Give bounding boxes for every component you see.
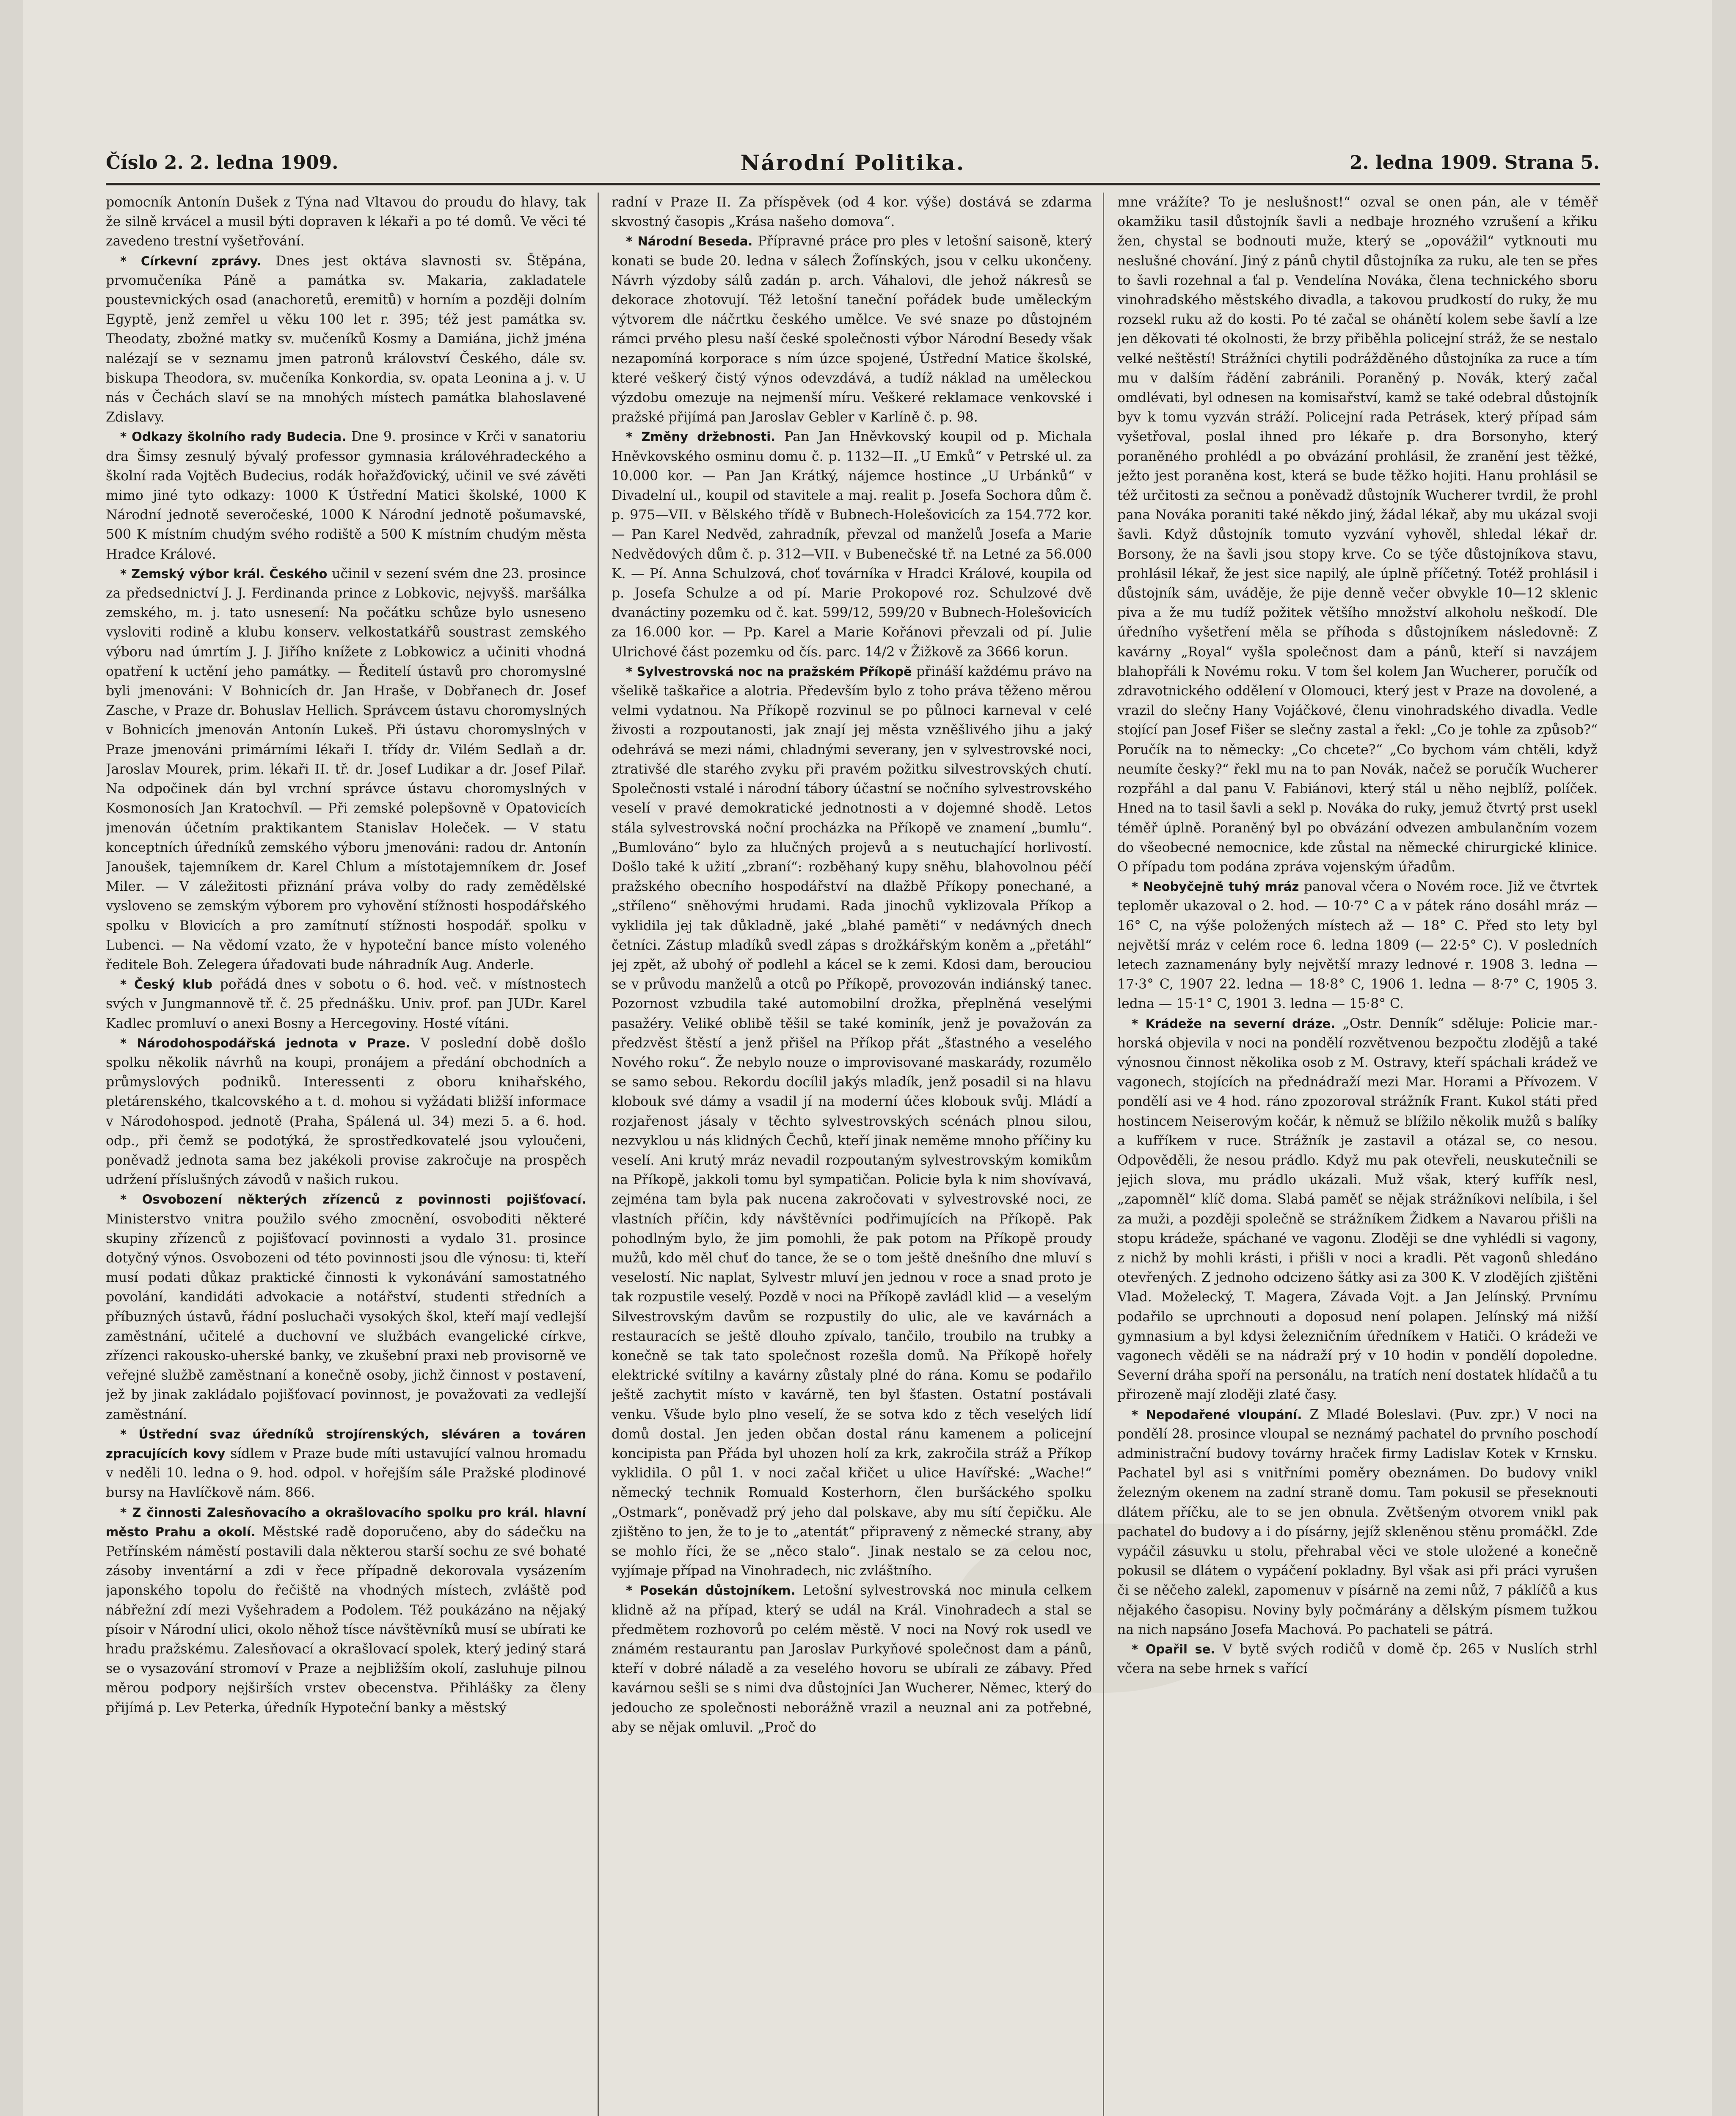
article-text: Dnes jest oktáva slavnosti sv. Štěpána, prvomučeníka Páně a památka sv. Makaria, zakladatele poustevnických osad (anachoretů, eremitů) v horním a později dolním Egyptě, jenž zemřel u věku 100 let r. 395; též jest památka sv. Theodaty, zbožné matky sv. mučeníků Kosmy a Damiána, jichž jména nalézají se v seznamu jmen patronů království Českého, dále sv. biskupa Theodora, sv. mučeníka Konkordia, sv. opata Leonina a j. v. U nás v Čechách slaví se na mnohých místech památka blahoslavené Zdislavy. — [106, 253, 586, 425]
article-text: Přípravné práce pro ples v letošní saisoně, který konati se bude 20. ledna v sálech Žofínských, jsou v celku ukončeny. Návrh výzdoby sálů zadán p. arch. Váhalovi, dle jehož nákresů se dekorace zhotovují. Též letošní taneční pořádek bude uměleckým výtvorem dle náčrtku českého umělce. Ve své snaze po důstojném rámci prvého plesu naší české společnosti výbor Národní Besedy však nezapomíná korporace s ním úzce spojené, Ústřední Matice školské, které veškerý čistý výnos odevzdává, a tudíž náklad na uměleckou výzdobu omezuje na nejmenší míru. Veškeré reklamace venkovské i pražské přijímá pan Jaroslav Gebler v Karlíně č. p. 98. — [612, 234, 1092, 425]
article-paragraph — [1117, 193, 1598, 877]
article-paragraph — [106, 1033, 586, 1190]
article-paragraph — [106, 564, 586, 975]
issue-number: Číslo 2. 2. ledna 1909. — [106, 152, 339, 174]
article-text: Dne 9. prosince v Krči v sanatoriu dra Šimsy zesnulý bývalý professor gymnasia královéhradeckého a školní rada Vojtěch Budecius, rodák hořažďovický, učinil ve své závěti mimo jiné tyto odkazy: 1000 K Ústřední Matici školské, 1000 K Národní jednotě severočeské, 1000 K Národní jednotě pošumavské, 500 K místním chudým svého rodiště a 500 K místním chudým města Hradce Králové. — [106, 429, 586, 562]
article-paragraph — [612, 427, 1092, 661]
article-paragraph — [1117, 1405, 1598, 1639]
article-paragraph — [612, 662, 1092, 1581]
article-text: V poslední době došlo spolku několik návrhů na koupi, pronájem a předání obchodních a průmyslových podniků. Interessenti z oboru knihařského, pletárenského, tkalcovského a t. d. mohou si vyžádati bližší informace v Národohospod. jednotě (Praha, Spálená ul. 34) mezi 5. a 6. hod. odp., při čemž se podotýká, že sprostředkovatelé jsou vyloučeni, poněvadž jednota sama bez jakékoli provise zakročuje na prospěch udržení příslušných závodů v našich rukou. — [106, 1035, 586, 1188]
article-text: mne vrážíte? To je neslušnost!“ ozval se onen pán, ale v téměř okamžiku tasil důstojník šavli a nedbaje hrozného vzrušení a křiku žen, chystal se bodnouti muže, který se „opovážil“ vytknouti mu neslušné chování. Jiný z pánů chytil důstojníka za ruku, ale ten se přes to šavli rozehnal a ťal p. Vendelína Nováka, člena technického sboru vinohradského městského divadla, a takovou prudkostí do ruky, že mu rozsekl ruku až do kosti. Po té začal se ohánětí kolem sebe šavlí a lze jen děkovati té okolnosti, že brzy přiběhla policejní stráž, že se nestalo velké neštěstí! Strážníci chytili podrážděného důstojníka za ruce a tím mu v dalším řádění zabránili. Poraněný p. Novák, který začal omdlévati, byl odnesen na komisařství, kamž se také odebral důstojník byv k tomu vyzván stráží. Policejní rada Petrásek, který případ sám vyšetřoval, poslal ihned pro lékaře p. dra Borsonyho, který poraněného prohlédl a po obvázání prohlásil, že zranění jest těžké, ježto jest poraněna kost, která se bude těžko hojiti. Hanu prohlásil se též určitosti za sečnou a poněvadž důstojník Wucherer tvrdil, že prohl pana Nováka poraniti také někdo jiný, žádal lékař, aby mu ukázal svoji šavli. Když důstojník tomuto vyzvání vyhověl, shledal lékař dr. Borsony, že na šavli jsou stopy krve. Co se týče důstojníkova stavu, prohlásil lékař, že jest sice napilý, ale úplně příčetný. Totéž prohlásil i důstojník sám, uváděje, že pije denně večer obvykle 10—12 sklenic piva a že mu tudíž požitek většího množství alkoholu neškodí. Dle úředního vyšetření měla se příhoda s důstojníkem následovně: Z kavárny „Royal“ vyšla společnost dam a pánů, kteří si navzájem blahopřáli k Novému roku. V tom šel kolem Jan Wucherer, poručík od zdravotnického oddělení v Olomouci, který jest v Praze na dovolené, a vrazil do slečny Hany Vojáčkové, členu vinohradského divadla. Vedle stojící pan Josef Fišer se slečny zastal a řekl: „Co je tohle za způsob?“ Poručík na to německy: „Co chcete?“ „Co bychom vám chtěli, když neumíte česky?“ řekl mu na to pan Novák, načež se poručík Wucherer rozpřáhl a dal panu V. Fabiánovi, který stál u něho nejblíž, políček. Hned na to tasil šavli a sekl p. Nováka do ruky, jemuž čtvrtý prst usekl téměř úplně. Poraněný byl po obvázání odvezen ambulančním vozem do všeobecné nemocnice, kde zůstal na německé chirurgické klinice. O případu tom podána zpráva vojenským úřadům. — [1117, 195, 1598, 875]
article-heading: * Změny držebnosti. — [626, 430, 776, 444]
article-text: Ministerstvo vnitra použilo svého zmocnění, osvoboditi některé skupiny zřízenců z pojišťovací povinnosti a vydalo 31. prosince dotyčný výnos. Osvobozeni od této povinnosti jsou dle výnosu: ti, kteří musí podati důkaz praktické činnosti k vykonávání samostatného povolání, kandidáti advokacie a notářství, studenti středních a příbuzných ústavů, řádní posluchači vysokých škol, kteří mají vedlejší zaměstnání, učitelé a duchovní ve službách evangelické církve, zřízenci rakousko-uherské banky, ve zkušební praxi neb provisorně ve veřejné službě zaměstnaní a konečně osoby, jichž činnost v postavení, jež by jinak zakládalo pojišťovací povinnost, je považovati za vedlejší zaměstnání. — [106, 1211, 586, 1422]
article-paragraph — [1117, 877, 1598, 1014]
column-divider — [1103, 193, 1104, 2116]
article-paragraph — [106, 427, 586, 564]
article-paragraph — [106, 251, 586, 427]
column-2 — [612, 193, 1092, 2116]
article-heading: * Národohospodářská jednota v Praze. — [120, 1036, 411, 1050]
article-paragraph — [612, 231, 1092, 427]
article-paragraph — [106, 1424, 586, 1503]
article-paragraph — [106, 975, 586, 1033]
article-text: radní v Praze II. Za příspěvek (od 4 kor. výše) dostává se zdarma skvostný časopis „Krása našeho domova“. — [612, 195, 1092, 230]
article-heading: * Posekán důstojníkem. — [626, 1583, 796, 1598]
article-text: sídlem v Praze bude míti ustavující valnou hromadu v neděli 10. ledna o 9. hod. odpol. v hořejším sále Pražské plodinové bursy na Havlíčkově nám. 866. — [106, 1446, 586, 1501]
article-heading: * Z činnosti Zalesňovacího a okrašlovacího spolku pro král. hlavní město Prahu a okolí. — [106, 1505, 586, 1539]
column-divider — [598, 193, 599, 2116]
column-1 — [106, 193, 586, 2116]
article-heading: * Zemský výbor král. Českého — [120, 566, 328, 581]
article-heading: * Opařil se. — [1132, 1642, 1215, 1657]
article-heading: * Nepodařené vloupání. — [1132, 1407, 1302, 1422]
article-paragraph — [612, 1581, 1092, 1737]
article-heading: * Národní Beseda. — [626, 234, 753, 249]
article-text: učinil v sezení svém dne 23. prosince za předsednictví J. J. Ferdinanda prince z Lobkovic, nejvyšš. maršálka zemského, m. j. tato usnesení: Na počátku schůze bylo usneseno vysloviti rodině a klubu konserv. velkostatkářů soustrast zemského výboru nad úmrtím J. J. Jiřího knížete z Lobkowicz a učiniti vhodná opatření k uctění jeho památky. — Ředitelí ústavů pro choromyslné byli jmenováni: V Bohnicích dr. Jan Hraše, v Dobřanech dr. Josef Zasche, v Praze dr. Bohuslav Hellich. Správcem ústavu choromyslných v Bohnicích jmenován Antonín Lukeš. Při ústavu choromyslných v Praze jmenováni primárními lékaři I. třídy dr. Vilém Sedlaň a dr. Jaroslav Mourek, prim. lékaři II. tř. dr. Josef Ludikar a dr. Josef Pilař. Na odpočinek dán byl vrchní správce ústavu choromyslných v Kosmonosích Jan Kratochvíl. — Při zemské polepšovně v Opatovicích jmenován účetním praktikantem Stanislav Holeček. — V statu konceptních úředníků zemského výboru jmenováni: radou dr. Antonín Janoušek, tajemníkem dr. Karel Chlum a místotajemníkem dr. Josef Miler. — V záležitosti přiznání práva volby do rady zemědělské vysloveno se zemským výborem pro vyhovění stížnosti hospodářského spolku v Blovicích a pro zamítnutí stížnosti hospodář. spolku v Lubenci. — Na vědomí vzato, že v hypoteční bance místo voleného ředitele Boh. Zelegera úřadovati bude náhradník Aug. Anderle. — [106, 566, 586, 973]
article-text: Z Mladé Boleslavi. (Puv. zpr.) V noci na pondělí 28. prosince vloupal se neznámý pachatel do prvního poschodí administrační budovy továrny hraček firmy Ladislav Kotek v Krnsku. Pachatel byl asi s vnitřními poměry obeznámen. Do budovy vnikl železným okenem na zadní straně domu. Tam pokusil se přeseknouti dlátem příčku, ale to se jen obnula. Zvětšeným otvorem vnikl pak pachatel do budovy a i do písárny, jejíž skleněnou stěnu promáčkl. Zde vypáčil zásuvku u stolu, přehrabal věci ve stole uložené a konečně pokusil se dlátem o vypáčení pokladny. Byl však asi při práci vyrušen či se něčeho zalekl, zapomenuv v písárně na zemi nůž, 7 páklíčů a kus nějakého časopisu. Noviny byly počmárány a dělským písmem tužkou na nich napsáno Josefa Machová. Po pachateli se pátrá. — [1117, 1407, 1598, 1637]
article-heading: * Ústřední svaz úředníků strojírenských, sléváren a továren zpracujících kovy — [106, 1427, 586, 1461]
date-page-number: 2. ledna 1909. Strana 5. — [1349, 152, 1600, 174]
article-text: Městské radě doporučeno, aby do sádečku na Petřínském náměstí postavili dala některou starší sochu ze své bohaté zásoby inventární a zdi v řece případně dekorovala vysázením japonského topolu do řečiště na vhodných místech, zvláště pod nábřežní zdí mezi Vyšehradem a Podolem. Též poukázáno na nějaký písoir v Národní ulici, okolo něhož tísce návštěvníků musí se ubírati ke hradu pražskému. Zalesňovací a okrašlovací spolek, který jediný stará se o vysazování stromoví v Praze a nejbližším okolí, zasluhuje pilnou měrou podpory nejširších vrstev obecenstva. Přihlášky za členy přijímá p. Lev Peterka, úředník Hypoteční banky a městský — [106, 1524, 586, 1716]
article-text: pořádá dnes v sobotu o 6. hod. več. v místnostech svých v Jungmannově tř. č. 25 přednášku. Univ. prof. pan JUDr. Karel Kadlec promluví o anexi Bosny a Hercegoviny. Hosté vítáni. — [106, 977, 586, 1031]
article-text: přináší každému právo na všelikě taškařice a alotria. Především bylo z toho práva těženo měrou velmi vydatnou. Na Příkopě rozvinul se po půlnoci karneval v celé živosti a rozpoutanosti, jak znají jej města vzněšlivého jihu a jaký odehrává se mezi námi, chladnými severany, jen v sylvestrovské noci, ztrativšé dle starého zvyku při pravém požitku silvestrovských chutí. Společnosti vstalé i národní tábory účastní se nočního sylvestrovského veselí v pravé demokratické jednotnosti a v dojemné shodě. Letos stála sylvestrovská noční procházka na Příkopě ve znamení „bumlu“. „Bumlováno“ bylo za hlučných projevů a s neutuchající horlivostí. Došlo také k užití „zbraní“: rozběhaný kupy sněhu, blahovolnou péčí pražského obecního hospodářství na dlažbě Příkopy ponechané, a „střílenо“ sněhovými hrudami. Rada jinochů vyklizovala Příkop a vyklidila jej tak důkladně, jaké „blahé paměti“ v nedávných dnech četníci. Zástup mladíků svedl zápas s drožkářským koněm a „přetáhl“ jej zpět, až ubohý oř podlehl a kácel se k zemi. Kdosi dam, berouciou se v průvodu manželů a otců po Příkopě, provozován indiánský tanec. Pozornost vzbudila také automobilní drožka, přeplněná veselými pasažéry. Veliké oblibě těšil se také kominík, jenž je považován za předzvěst štěstí a jenž přišel na Příkop přát „šťastného a veselého Nového roku“. Že nebylo nouze o improvisované maskarády, rozumělo se samo sebou. Rekordu docílil jakýs mladík, jenž posadil si na hlavu klobouk své dámy a vsadil jí na moderní účes klobouk svůj. Mládí a rozjařenost jásaly v těchto sylvestrovských scénách plnou silou, nezvyklou u nás klidných Čechů, kteří jinak neměme mnoho příčiny ku veselí. Ani krutý mráz nevadil rozpoutaným sylvestrovským komikům na Příkopě, jakkoli tomu byl sympatičan. Policie byla k nim shovívavá, zejména tam byla pak nucena zakročovati v sylvestrovské noci, ze vlastních příčin, kdy návštěvníci podřimujících na Příkopě. Pak pohodlným bylo, že jim pomohli, že pak potom na Příkopě proudy mužů, kdo měl chuť do tance, že se o tom ještě dnešního dne mluví s veselostí. Nic naplat, Sylvestr mluví jen jednou v roce a snad proto je tak rozpustile veselý. Pozdě v noci na Příkopě zavládl klid — a veselým Silvestrovským davům se rozpustily do ulic, ale ve kavárnách a restauracích se ještě dlouho zpívalo, tančilo, troubilo na trubky a konečně se tak tato společnost rozešla domů. Na Příkopě hořely elektrické svítilny a kavárny zůstaly plné do rána. Komu se podařilo ještě zachytit místo v kavárně, ten byl šťasten. Ostatní postávali venku. Všude bylo plno veselí, že se sotva kdo z těch veselých lidí domů dostal. Jen jeden občan dostal ránu kamenem a policejní koncipista pan Přáda byl uhozen holí za krk, zakročila stráž a Příkop vyklidila. O půl 1. v noci začal křičet u ulice Havířské: „Wache!“ německý technik Romuald Kosterhorn, člen buršáckého spolku „Ostmark“, poněvadž prý jeho dal polskave, aby mu sítí čepičku. Ale zjištěno to jen, že to je to „atentát“ připravený z německé strany, aby se mohlo říci, že se „něco stalo“. Jinak nestalo se za celou noc, vyjímaje případ na Vinohradech, nic zvláštního. — [612, 664, 1092, 1579]
newspaper-title: Národní Politika. — [740, 150, 965, 175]
article-text: panoval včera o Novém roce. Již ve čtvrtek teploměr ukazoval o 2. hod. — 10·7° C a v pátek ráno dosáhl mráz — 16° C, na výše položených místech až — 18° C. Před sto lety byl největší mráz v celém roce 6. ledna 1809 (— 22·5° C). V posledních letech zaznamenány byly největší mrazy lednové r. 1908 3. ledna — 17·3° C, 1907 22. ledna — 18·8° C, 1906 1. ledna — 8·7° C, 1905 3. ledna — 15·1° C, 1901 3. ledna — 15·8° C. — [1117, 879, 1598, 1012]
article-heading: * Církevní zprávy. — [120, 253, 262, 268]
article-text: pomocník Antonín Dušek z Týna nad Vltavou do proudu do hlavy, tak že silně krvácel a musil býti dopraven k lékaři a po té domů. Ve věci té zavedeno trestní vyšetřování. — [106, 195, 586, 249]
article-paragraph — [106, 1503, 586, 1718]
article-paragraph — [1117, 1014, 1598, 1405]
article-heading: * Sylvestrovská noc na pražském Příkopě — [626, 664, 912, 679]
article-text: Letošní sylvestrovská noc minula celkem klidně až na případ, který se udál na Král. Vinohradech a stal se předmětem rozhovorů po celém městě. V noci na Nový rok usedl ve známém restaurantu pan Jaroslav Purkyňové společnost dam a pánů, kteří v dobré náladě a za veselého hovoru se ubírali ze zábavy. Před kavárnou sešli se s nimi dva důstojníci Jan Wucherer, Němec, který do jedoucho ze společnosti neborážně vrazil a neuznal ani za potřebné, aby se nějak omluvil. „Proč do — [612, 1583, 1092, 1735]
article-heading: * Odkazy školního rady Budecia. — [120, 430, 347, 444]
article-paragraph — [1117, 1639, 1598, 1678]
article-heading: * Krádeže na severní dráze. — [1132, 1016, 1336, 1031]
article-text: „Ostr. Denník“ sděluje: Policie mar.-horská objevila v noci na pondělí rozvětvenou bezpočtu zlodějů a také výnosnou činnost několika osob z M. Ostravy, kteří spáchali krádež ve vagonech, stojících na přednádraží mezi Mar. Horami a Přívozem. V pondělí asi ve 4 hod. ráno zpozoroval strážník Frant. Kukol státi před hostincem Neiserovým kočár, k němuž se blížilo několik mužů s balíky a kufříkem v ruce. Strážník je zastavil a otázal se, co nesou. Odpověděli, že nesou prádlo. Když mu pak otevřeli, neuskutečnili se jejich slova, mu prádlo ukázali. Muž však, který kufřík nesl, „zapomněl“ klíč doma. Slabá paměť se nějak strážníkovi nelíbila, i šel za muži, a později společně se strážníkem Židkem a Navarou přišli na stopu krádeže, spáchané ve vagonu. Zloději se dne vyhlédli si vagony, z nichž by mohli krásti, i přišli v noci a kradli. Pět vagonů shledáno otevřených. Z jednoho odcizeno šátky asi za 300 K. V zlodějích zjištěni Vlad. Moželecký, T. Magera, Závada Vojt. a Jan Jelínský. Prvnímu podařilo se uprchnouti a doposud není polapen. Jelínský má nižší gymnasium a byl kdysi železničním úředníkem v Hatiči. O krádeži ve vagonech věděli se na nádraží prý v 10 hodin v pondělí dopoledne. Severní dráha spoří na personálu, na tratích není dostatek hlídačů a tu přirozeně mají zloději zlaté časy. — [1117, 1016, 1598, 1403]
article-paragraph — [106, 1190, 586, 1424]
article-heading: * Český klub — [120, 977, 212, 992]
page-header — [106, 144, 1600, 182]
column-3 — [1117, 193, 1598, 2116]
header-rule — [106, 183, 1600, 185]
article-text: Pan Jan Hněvkovský koupil od p. Michala Hněvkovského osminu domu č. p. 1132—II. „U Emků“ v Petrské ul. za 10.000 kor. — Pan Jan Krátký, nájemce hostince „U Urbánků“ v Divadelní ul., koupil od stavitele a maj. realit p. Josefa Sochora dům č. p. 975—VII. v Bělského třídě v Bubnech-Holešovicích za 154.772 kor. — Pan Karel Nedvěd, zahradník, převzal od manželů Josefa a Marie Nedvědových dům č. p. 312—VII. v Bubenečské tř. na Letné za 56.000 K. — Pí. Anna Schulzová, choť továrníka v Hradci Králové, koupila od p. Josefa Schulze a od pí. Marie Prokopové roz. Schulzové dvě dvanáctiny pozemku od č. kat. 599/12, 599/20 v Bubnech-Holešovicích za 16.000 kor. — Pp. Karel a Marie Kořánovi převzali od pí. Julie Ulrichové část pozemku od čís. parc. 14/2 v Žižkově za 3666 korun. — [612, 429, 1092, 660]
article-paragraph — [612, 193, 1092, 231]
article-text: V bytě svých rodičů v domě čp. 265 v Nuslích strhl včera na sebe hrnek s vařící — [1117, 1642, 1598, 1677]
article-paragraph — [106, 193, 586, 251]
article-heading: * Neobyčejně tuhý mráz — [1132, 879, 1299, 894]
article-heading: * Osvobození některých zřízenců z povinnosti pojišťovací. — [120, 1192, 586, 1207]
